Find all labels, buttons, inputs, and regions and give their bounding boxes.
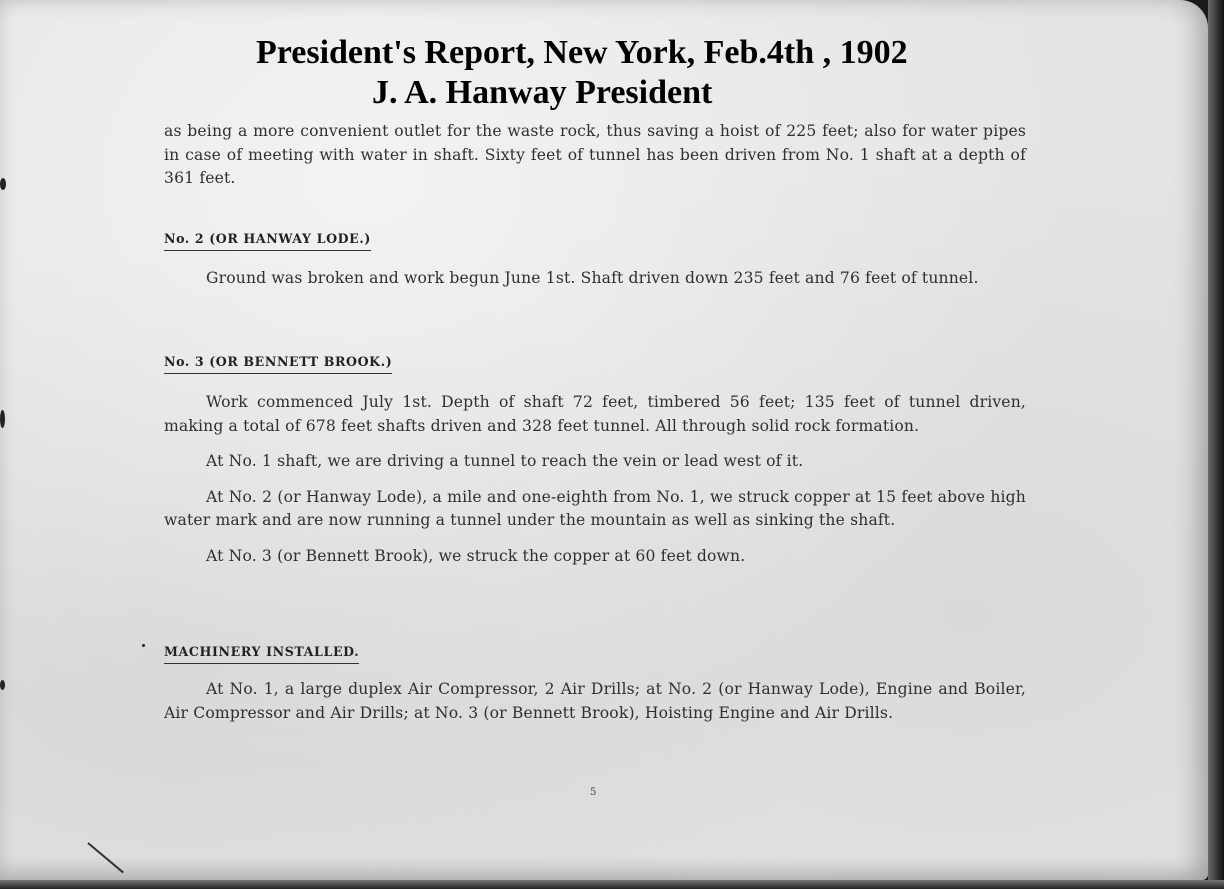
- intro-paragraph: as being a more convenient outlet for the waste rock, thus saving a hoist of 225 feet; also for water pipes in case of meeting with water in shaft. Sixty feet of tunnel has been driven from No. 1 shaft at a depth of 361 feet.: [164, 122, 1026, 187]
- section-no2-paragraph: Ground was broken and work begun June 1st. Shaft driven down 235 feet and 76 feet of tunnel.: [206, 269, 979, 287]
- title-line-1: President's Report, New York, Feb.4th , 1902: [256, 34, 908, 71]
- intro-text-block: [164, 120, 1026, 191]
- section-heading-no2: No. 2 (OR HANWAY LODE.): [164, 231, 371, 251]
- binding-mark: [0, 410, 5, 428]
- section-no3-text: [164, 391, 1026, 568]
- section-heading-machinery: MACHINERY INSTALLED.: [164, 644, 359, 664]
- title-line-2: J. A. Hanway President: [372, 74, 713, 111]
- binding-mark: [0, 680, 5, 690]
- ink-speck: [142, 644, 145, 647]
- page-crease: [87, 842, 124, 873]
- section-no3-paragraph-4: At No. 3 (or Bennett Brook), we struck the copper at 60 feet down.: [206, 546, 746, 565]
- book-edge-shadow: [1208, 0, 1224, 889]
- section-machinery-paragraph: At No. 1, a large duplex Air Compressor, 2 Air Drills; at No. 2 (or Hanway Lode), Engine and Boiler, Air Compressor and Air Drills; at No. 3 (or Bennett Brook), Hoisting Engine and Air Drills.: [164, 680, 1026, 722]
- section-no2-text: [164, 267, 1026, 291]
- section-no3-paragraph-3: At No. 2 (or Hanway Lode), a mile and one-eighth from No. 1, we struck copper at 15 feet above high water mark and are now running a tunnel under the mountain as well as sinking the shaft.: [164, 487, 1026, 529]
- binding-mark: [0, 178, 6, 190]
- section-machinery-text: [164, 678, 1026, 725]
- section-heading-no3: No. 3 (OR BENNETT BROOK.): [164, 354, 392, 374]
- book-bottom-shadow: [0, 880, 1224, 889]
- section-no3-paragraph-2: At No. 1 shaft, we are driving a tunnel to reach the vein or lead west of it.: [206, 452, 804, 470]
- page-number: 5: [590, 787, 597, 798]
- section-no3-paragraph-1: Work commenced July 1st. Depth of shaft 72 feet, timbered 56 feet; 135 feet of tunnel driven, making a total of 678 feet shafts driven and 328 feet tunnel. All through solid rock formation.: [164, 393, 1026, 435]
